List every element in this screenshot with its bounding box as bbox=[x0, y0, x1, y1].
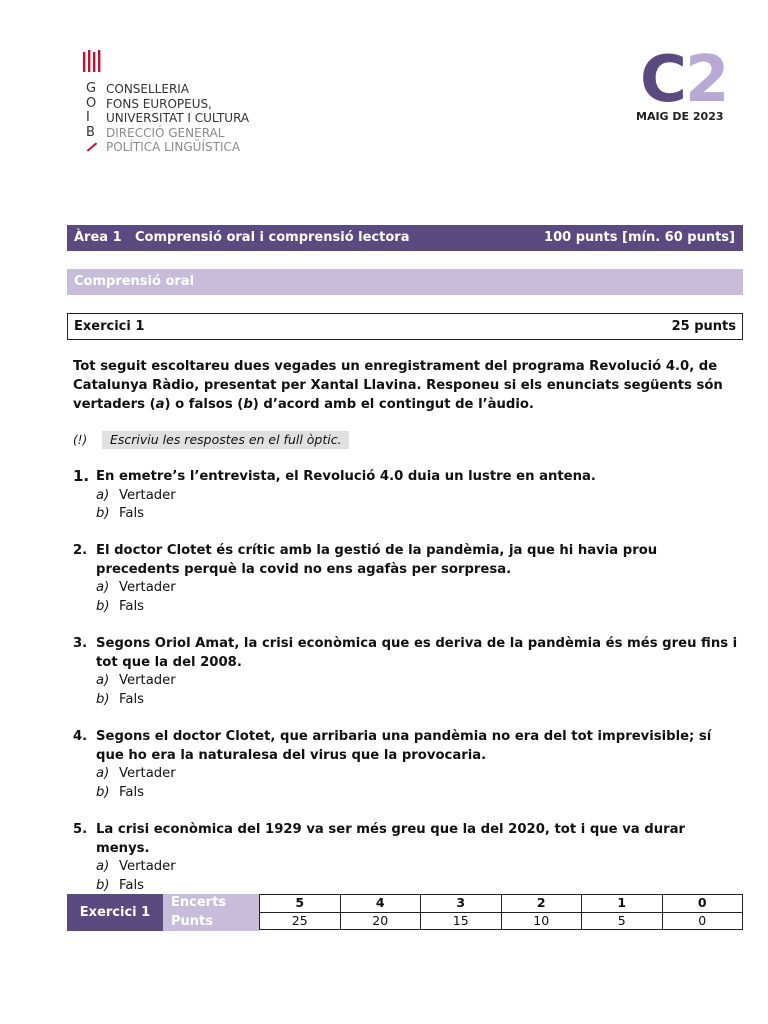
instructions-text: ) d’acord amb el contingut de l’àudio. bbox=[252, 397, 534, 412]
govern-logo-bars-icon bbox=[82, 50, 102, 74]
answer-option bbox=[96, 505, 743, 524]
answer-option bbox=[96, 672, 743, 691]
option-b-ref: b bbox=[243, 397, 253, 412]
institution-line: CONSELLERIA bbox=[106, 82, 190, 96]
encerts-cell: 4 bbox=[340, 895, 421, 913]
row-header-encerts: Encerts bbox=[171, 895, 227, 910]
area-number: Àrea 1 bbox=[74, 230, 122, 245]
area-points: 100 punts [mín. 60 punts] bbox=[544, 230, 735, 245]
logo-letters bbox=[86, 82, 100, 148]
logo-letter: I bbox=[86, 110, 90, 125]
encerts-cell: 5 bbox=[260, 895, 341, 913]
area-title: Comprensió oral i comprensió lectora bbox=[135, 230, 410, 245]
question-item bbox=[73, 542, 743, 616]
question-number: 3. bbox=[73, 636, 88, 651]
section-title: Comprensió oral bbox=[74, 274, 195, 289]
punts-cell: 25 bbox=[260, 912, 341, 930]
logo-letter: O bbox=[86, 95, 97, 111]
institution-name bbox=[106, 82, 249, 155]
row-header-punts: Punts bbox=[171, 913, 213, 929]
question-item bbox=[73, 728, 743, 802]
encerts-row bbox=[260, 895, 743, 913]
answer-option bbox=[96, 487, 743, 506]
answer-option bbox=[96, 877, 743, 896]
option-letter: b) bbox=[96, 877, 110, 893]
option-letter: b) bbox=[96, 691, 110, 707]
instructions-text: ) o falsos ( bbox=[164, 397, 244, 412]
score-table bbox=[259, 894, 743, 930]
institution-line: FONS EUROPEUS, bbox=[106, 96, 212, 111]
answer-option bbox=[96, 858, 743, 877]
area-header bbox=[67, 225, 743, 251]
score-row-headers bbox=[163, 894, 259, 931]
note-mark: (!) bbox=[73, 433, 88, 447]
option-letter: a) bbox=[96, 673, 110, 688]
question-text: El doctor Clotet és crític amb la gestió de la pandèmia, ja que hi havia prou precedents perquè la covid no ens agafàs per sorpresa. bbox=[96, 543, 658, 577]
encerts-cell: 3 bbox=[421, 895, 502, 913]
option-letter: b) bbox=[96, 784, 110, 800]
option-letter: a) bbox=[96, 859, 110, 874]
option-letter: b) bbox=[96, 598, 110, 614]
question-text: Segons el doctor Clotet, que arribaria una pandèmia no era del tot imprevisible; sí que ho era la naturalesa del virus que la provocaria. bbox=[96, 729, 712, 763]
question-number: 1. bbox=[73, 467, 90, 485]
institution-line: DIRECCIÓ GENERAL bbox=[106, 125, 225, 140]
encerts-cell: 2 bbox=[501, 895, 582, 913]
answer-option bbox=[96, 691, 743, 710]
option-letter: b) bbox=[96, 506, 110, 521]
option-text: Fals bbox=[119, 784, 144, 800]
logo-letter: G bbox=[86, 81, 97, 96]
option-text: Fals bbox=[119, 691, 144, 707]
option-text: Vertader bbox=[119, 673, 176, 688]
answer-option bbox=[96, 579, 743, 598]
question-text: Segons Oriol Amat, la crisi econòmica que es deriva de la pandèmia és més greu fins i tot que la del 2008. bbox=[96, 636, 738, 670]
instructions-text: Tot seguit escoltareu dues vegades un enregistrament del programa Revolució 4.0, de Catalunya Ràdio, presentat per Xantal Llavina. Responeu si els enunciats següents són vertaders ( bbox=[73, 359, 723, 412]
score-table-label: Exercici 1 bbox=[67, 894, 163, 931]
punts-row bbox=[260, 912, 743, 930]
level-letter: C bbox=[640, 43, 685, 117]
punts-cell: 10 bbox=[501, 912, 582, 930]
option-text: Fals bbox=[119, 877, 144, 893]
encerts-cell: 1 bbox=[582, 895, 663, 913]
punts-cell: 20 bbox=[340, 912, 421, 930]
exercise-points: 25 punts bbox=[671, 319, 736, 334]
option-text: Vertader bbox=[119, 580, 176, 595]
option-text: Vertader bbox=[119, 859, 176, 874]
encerts-cell: 0 bbox=[662, 895, 743, 913]
option-letter: a) bbox=[96, 487, 110, 503]
answer-option bbox=[96, 784, 743, 803]
exercise-header bbox=[67, 313, 743, 340]
level-badge bbox=[640, 44, 728, 116]
option-text: Fals bbox=[119, 598, 144, 614]
question-number: 4. bbox=[73, 729, 88, 744]
option-letter: a) bbox=[96, 580, 110, 595]
question-text: La crisi econòmica del 1929 va ser més greu que la del 2020, tot i que va durar menys. bbox=[96, 822, 686, 856]
exam-date: MAIG DE 2023 bbox=[636, 110, 724, 123]
question-item bbox=[73, 821, 743, 895]
option-letter: a) bbox=[96, 766, 110, 781]
punts-cell: 15 bbox=[421, 912, 502, 930]
question-number: 5. bbox=[73, 822, 88, 837]
exercise-instructions bbox=[73, 357, 743, 414]
answer-option bbox=[96, 598, 743, 617]
question-item bbox=[73, 468, 743, 524]
question-item bbox=[73, 635, 743, 709]
option-text: Vertader bbox=[119, 766, 176, 781]
note-box bbox=[102, 431, 349, 449]
logo-slash-icon bbox=[87, 142, 97, 151]
option-text: Fals bbox=[119, 506, 144, 521]
institution-line: POLÍTICA LINGÜÍSTICA bbox=[106, 140, 241, 154]
question-text: En emetre’s l’entrevista, el Revolució 4.0 duia un lustre en antena. bbox=[96, 469, 596, 484]
answer-option bbox=[96, 765, 743, 784]
section-header bbox=[67, 269, 743, 295]
question-number: 2. bbox=[73, 543, 88, 558]
option-text: Vertader bbox=[119, 487, 176, 503]
logo-letter: B bbox=[86, 124, 95, 140]
punts-cell: 0 bbox=[662, 912, 743, 930]
option-a-ref: a bbox=[155, 397, 165, 412]
note-text: Escriviu les respostes en el full òptic. bbox=[110, 432, 342, 447]
institution-line: UNIVERSITAT I CULTURA bbox=[106, 111, 250, 125]
punts-cell: 5 bbox=[582, 912, 663, 930]
exercise-title: Exercici 1 bbox=[74, 319, 145, 334]
level-digit: 2 bbox=[684, 43, 728, 117]
